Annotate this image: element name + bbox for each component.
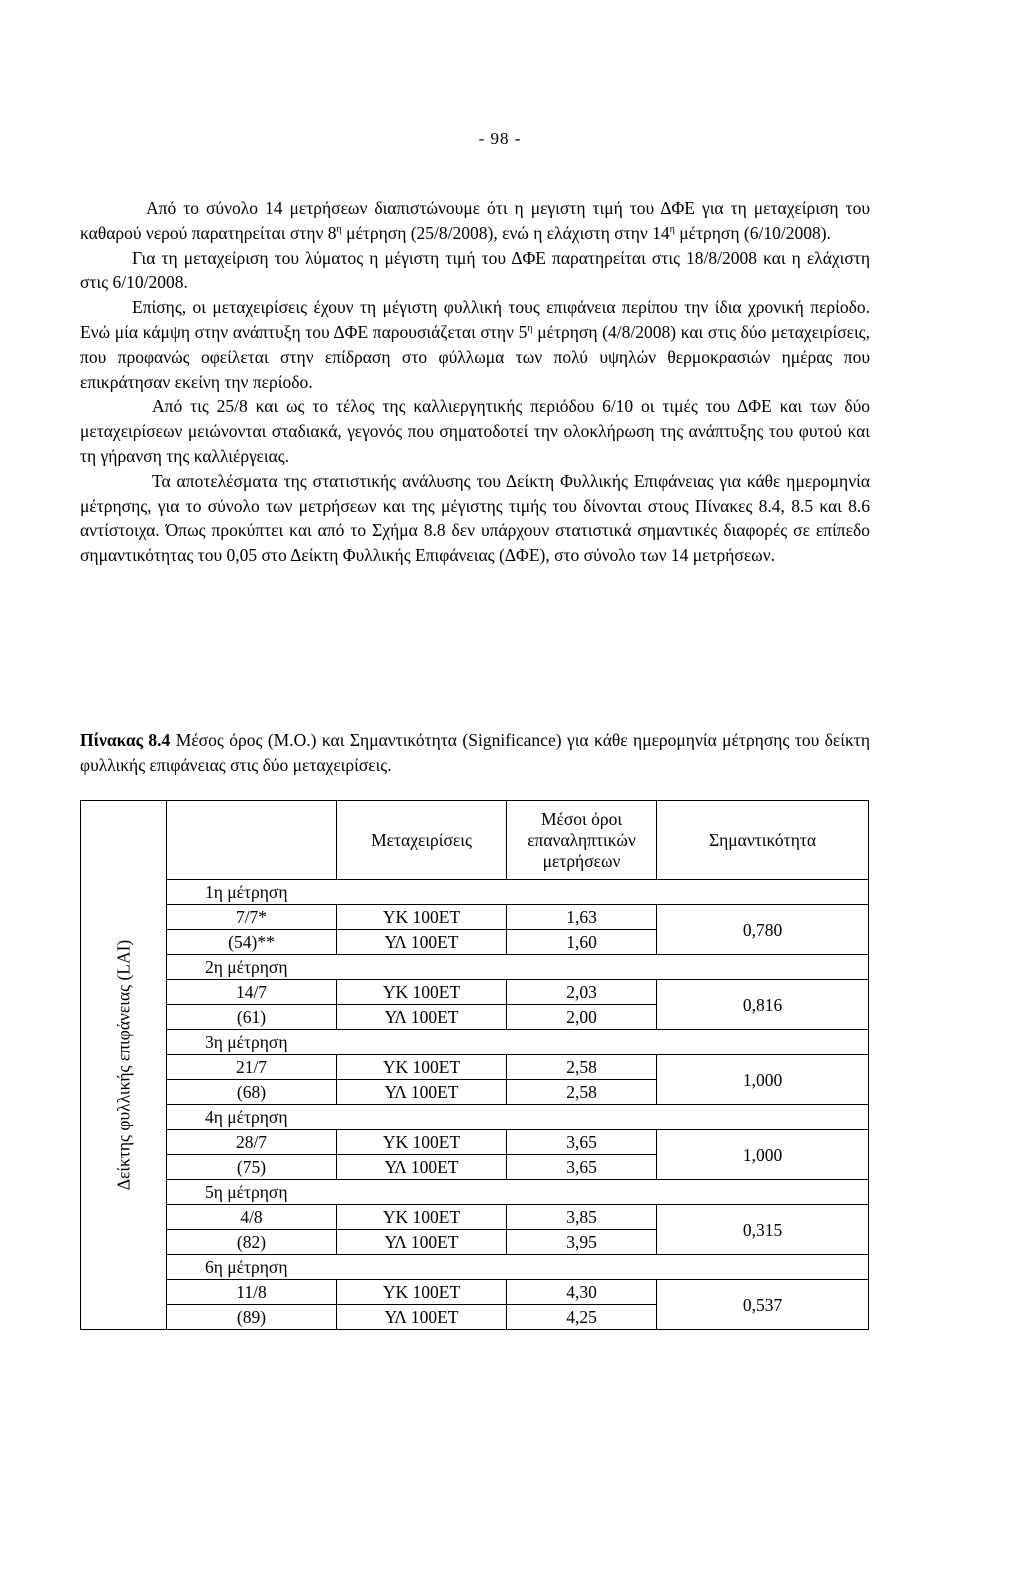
measurement-title-row <box>81 880 869 905</box>
significance-value: 1,000 <box>657 1130 869 1180</box>
table-row <box>81 1055 869 1080</box>
paragraph-1-part-a: Από το σύνολο 14 μετρήσεων διαπιστώνουμε ότι η μεγιστη τιμή του ΔΦΕ για τη μεταχείριση του καθαρού νερού παρατηρείται στην 8 <box>80 198 870 243</box>
significance-value: 0,780 <box>657 905 869 955</box>
measurement-days: (61) <box>167 1005 337 1030</box>
table-row <box>81 1280 869 1305</box>
paragraph-1-part-b: μέτρηση (25/8/2008), ενώ η ελάχιστη στην 14 <box>341 222 670 243</box>
mean-value: 2,58 <box>507 1080 657 1105</box>
measurement-title: 1η μέτρηση <box>167 880 869 905</box>
measurement-title-row <box>81 1105 869 1130</box>
paragraph-3 <box>80 295 870 394</box>
treatment-name: ΥΚ 100ΕΤ <box>337 1055 507 1080</box>
table-header-row <box>81 801 869 880</box>
mean-value: 1,63 <box>507 905 657 930</box>
treatment-name: ΥΛ 100ΕΤ <box>337 1080 507 1105</box>
paragraph-4: Από τις 25/8 και ως το τέλος της καλλιεργητικής περιόδου 6/10 οι τιμές του ΔΦΕ και των δύο μεταχειρίσεων μειώνονται σταδιακά, γεγονός που σηματοδοτεί την ολοκλήρωση της ανάπτυξης του φυτού και τη γήρανση της καλλιέργειας. <box>80 396 870 466</box>
treatment-name: ΥΚ 100ΕΤ <box>337 980 507 1005</box>
measurement-date: 28/7 <box>167 1130 337 1155</box>
mean-value: 2,58 <box>507 1055 657 1080</box>
measurement-days: (68) <box>167 1080 337 1105</box>
page-number: - 98 - <box>478 129 522 148</box>
treatment-name: ΥΚ 100ΕΤ <box>337 1130 507 1155</box>
mean-value: 2,03 <box>507 980 657 1005</box>
paragraph-5: Τα αποτελέσματα της στατιστικής ανάλυσης του Δείκτη Φυλλικής Επιφάνειας για κάθε ημερομηνία μέτρησης, για το σύνολο των μετρήσεων και της μέγιστης τιμής του δίνονται στους Πίνακες 8.4, 8.5 και 8.6 αντίστοιχα. Όπως προκύπτει και από το Σχήμα 8.8 δεν υπάρχουν στατιστικά σημαντικές διαφορές σε επίπεδο σημαντικότητας του 0,05 στο Δείκτη Φυλλικής Επιφάνειας (ΔΦΕ), στο σύνολο των 14 μετρήσεων. <box>80 470 870 566</box>
paragraph-3-part-a: Επίσης, οι μεταχειρίσεις έχουν τη μέγιστη φυλλική τους επιφάνεια περίπου την ίδια χρονική περίοδο. Ενώ μία κάμψη στην ανάπτυξη του ΔΦΕ παρουσιάζεται στην 5 <box>80 297 870 342</box>
measurement-title: 3η μέτρηση <box>167 1030 869 1055</box>
measurement-title: 5η μέτρηση <box>167 1180 869 1205</box>
treatment-name: ΥΛ 100ΕΤ <box>337 1230 507 1255</box>
lai-table <box>80 800 869 1330</box>
mean-value: 4,30 <box>507 1280 657 1305</box>
measurement-date: 4/8 <box>167 1205 337 1230</box>
side-label: Δείκτης φυλλικής επιφάνειας (LAI) <box>113 939 133 1191</box>
measurement-days: (89) <box>167 1305 337 1330</box>
measurement-title: 6η μέτρηση <box>167 1255 869 1280</box>
side-label-cell <box>81 801 167 1330</box>
paragraph-2: Για τη μεταχείριση του λύματος η μέγιστη τιμή του ΔΦΕ παρατηρείται στις 18/8/2008 και η ελάχιστη στις 6/10/2008. <box>80 247 870 293</box>
significance-value: 0,816 <box>657 980 869 1030</box>
table-row <box>81 905 869 930</box>
treatment-name: ΥΚ 100ΕΤ <box>337 1205 507 1230</box>
paragraph-1 <box>80 196 870 246</box>
lai-table-container <box>80 800 868 1330</box>
mean-value: 3,65 <box>507 1155 657 1180</box>
table-row <box>81 1130 869 1155</box>
treatment-name: ΥΚ 100ΕΤ <box>337 1280 507 1305</box>
header-means: Μέσοι όροι επαναληπτικών μετρήσεων <box>507 801 657 880</box>
measurement-date: 21/7 <box>167 1055 337 1080</box>
table-row <box>81 980 869 1005</box>
body-text <box>80 196 870 568</box>
paragraph-1-superscript-2: η <box>669 223 675 235</box>
mean-value: 3,95 <box>507 1230 657 1255</box>
mean-value: 3,85 <box>507 1205 657 1230</box>
mean-value: 4,25 <box>507 1305 657 1330</box>
table-caption-label: Πίνακας 8.4 <box>80 730 171 750</box>
measurement-title: 2η μέτρηση <box>167 955 869 980</box>
header-empty-cell <box>167 801 337 880</box>
measurement-title-row <box>81 1180 869 1205</box>
measurement-date: 7/7* <box>167 905 337 930</box>
treatment-name: ΥΛ 100ΕΤ <box>337 1005 507 1030</box>
significance-value: 0,537 <box>657 1280 869 1330</box>
measurement-days: (54)** <box>167 930 337 955</box>
measurement-title: 4η μέτρηση <box>167 1105 869 1130</box>
treatment-name: ΥΛ 100ΕΤ <box>337 930 507 955</box>
treatment-name: ΥΚ 100ΕΤ <box>337 905 507 930</box>
treatment-name: ΥΛ 100ΕΤ <box>337 1305 507 1330</box>
mean-value: 2,00 <box>507 1005 657 1030</box>
measurement-days: (75) <box>167 1155 337 1180</box>
mean-value: 1,60 <box>507 930 657 955</box>
measurement-date: 14/7 <box>167 980 337 1005</box>
header-significance: Σημαντικότητα <box>657 801 869 880</box>
measurement-date: 11/8 <box>167 1280 337 1305</box>
table-row <box>81 1205 869 1230</box>
measurement-title-row <box>81 1255 869 1280</box>
paragraph-1-superscript: η <box>336 223 342 235</box>
significance-value: 0,315 <box>657 1205 869 1255</box>
paragraph-3-superscript: η <box>527 323 533 335</box>
treatment-name: ΥΛ 100ΕΤ <box>337 1155 507 1180</box>
paragraph-3-part-b: μέτρηση (4/8/2008) και στις δύο μεταχειρίσεις, που προφανώς οφείλεται στην επίδραση στο φύλλωμα των πολύ υψηλών θερμοκρασιών ημέρας που επικράτησαν εκείνη την περίοδο. <box>80 321 870 392</box>
header-treatments: Μεταχειρίσεις <box>337 801 507 880</box>
mean-value: 3,65 <box>507 1130 657 1155</box>
table-caption <box>80 728 870 778</box>
measurement-days: (82) <box>167 1230 337 1255</box>
paragraph-1-part-c: μέτρηση (6/10/2008). <box>674 222 831 243</box>
measurement-title-row <box>81 955 869 980</box>
lai-table-body <box>81 801 869 1330</box>
measurement-title-row <box>81 1030 869 1055</box>
significance-value: 1,000 <box>657 1055 869 1105</box>
table-caption-text: Μέσος όρος (Μ.Ο.) και Σημαντικότητα (Significance) για κάθε ημερομηνία μέτρησης του δείκτη φυλλικής επιφάνειας στις δύο μεταχειρίσεις. <box>80 730 870 775</box>
